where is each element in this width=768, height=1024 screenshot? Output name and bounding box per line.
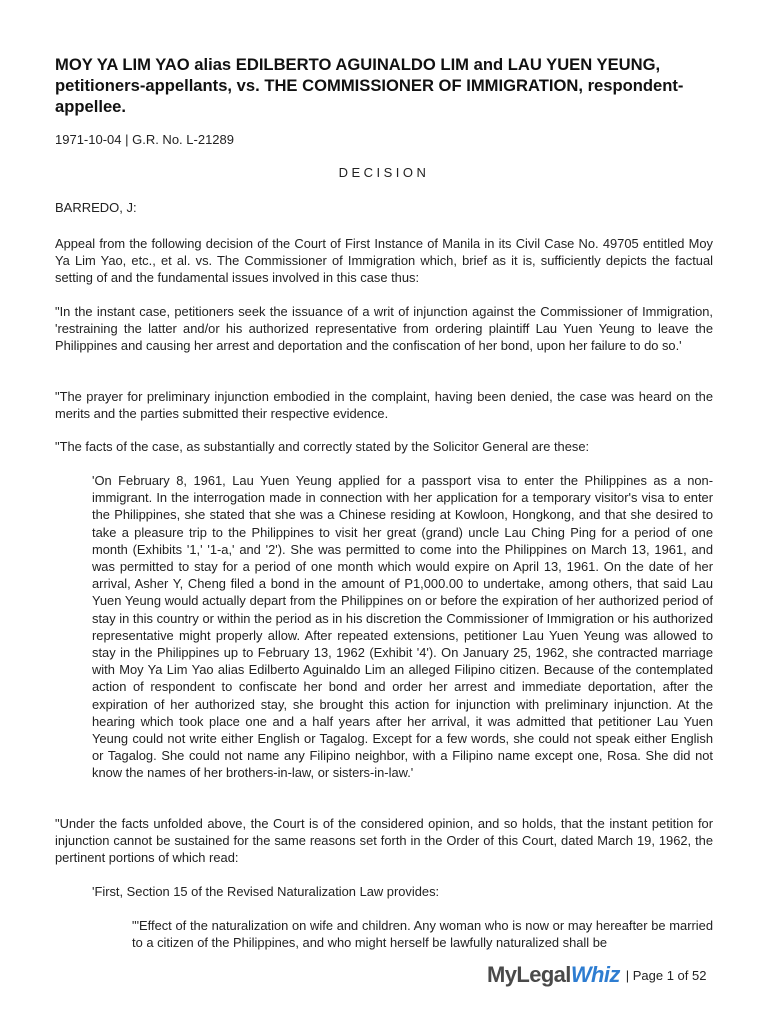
paragraph-appeal: Appeal from the following decision of the Court of First Instance of Manila in its Civil Case No. 49705 entitled Moy Ya Lim Yao, etc., et al. vs. The Commissioner of Immigration which, brief as it is, sufficiently depicts the factual setting of and the fundamental issues involved in this case thus: [55,236,713,286]
page-number: | Page 1 of 52 [625,967,707,983]
case-date-gr-number: 1971-10-04 | G.R. No. L-21289 [55,132,234,147]
page-footer [487,962,727,988]
decision-heading: DECISION [338,165,430,180]
case-title: MOY YA LIM YAO alias EDILBERTO AGUINALDO LIM and LAU YUEN YEUNG, petitioners-appellants, vs. THE COMMISSIONER OF IMMIGRATION, respondent-appellee. [55,55,684,116]
logo-text-whiz: Whiz [570,962,620,987]
paragraph-facts-intro: "The facts of the case, as substantially and correctly stated by the Solicitor General are these: [55,439,590,454]
mylegalwhiz-logo [487,962,620,988]
quote-section-15: "'Effect of the naturalization on wife and children. Any woman who is now or may hereafter be married to a citizen of the Philippines, and who might herself be lawfully naturalized shall be [132,918,713,951]
paragraph-court-opinion: "Under the facts unfolded above, the Court is of the considered opinion, and so holds, that the instant petition for injunction cannot be sustained for the same reasons set forth in the Order of this Court, dated March 19, 1962, the pertinent portions of which read: [55,816,713,866]
paragraph-prayer: "The prayer for preliminary injunction embodied in the complaint, having been denied, the case was heard on the merits and the parties submitted their respective evidence. [55,389,713,422]
quote-first: 'First, Section 15 of the Revised Naturalization Law provides: [92,884,440,899]
paragraph-instant-case: "In the instant case, petitioners seek the issuance of a writ of injunction against the Commissioner of Immigration, 'restraining the latter and/or his authorized representative from ordering plaintiff Lau Yuen Yeung to leave the Philippines and causing her arrest and deportation and the confiscation of her bond, upon her failure to do so.' [55,304,713,354]
quote-facts: 'On February 8, 1961, Lau Yuen Yeung applied for a passport visa to enter the Philippines as a non-immigrant. In the interrogation made in connection with her application for a temporary visitor's visa to enter the Philippines, she stated that she was a Chinese residing at Kowloon, Hongkong, and that she desired to take a pleasure trip to the Philippines to visit her great (grand) uncle Lau Ching Ping for a period of one month (Exhibits '1,' '1-a,' and '2'). She was permitted to come into the Philippines on March 13, 1961, and was permitted to stay for a period of one month which would expire on April 13, 1961. On the date of her arrival, Asher Y, Cheng filed a bond in the amount of P1,000.00 to undertake, among others, that said Lau Yuen Yeung would actually depart from the Philippines on or before the expiration of her authorized period of stay in this country or within the period as in his discretion the Commissioner of Immigration or his authorized representative might properly allow. After repeated extensions, petitioner Lau Yuen Yeung was allowed to stay in the Philippines up to February 13, 1962 (Exhibit '4'). On January 25, 1962, she contracted marriage with Moy Ya Lim Yao alias Edilberto Aguinaldo Lim an alleged Filipino citizen. Because of the contemplated action of respondent to confiscate her bond and order her arrest and immediate deportation, after the expiration of her authorized stay, she brought this action for injunction with preliminary injunction. At the hearing which took place one and a half years after her arrival, it was admitted that petitioner Lau Yuen Yeung could not write either English or Tagalog. Except for a few words, she could not speak either English or Tagalog. She could not name any Filipino neighbor, with a Filipino name except one, Rosa. She did not know the names of her brothers-in-law, or sisters-in-law.' [92,473,713,781]
logo-text-mylegal: MyLegal [487,962,571,987]
ponente: BARREDO, J: [55,200,137,215]
